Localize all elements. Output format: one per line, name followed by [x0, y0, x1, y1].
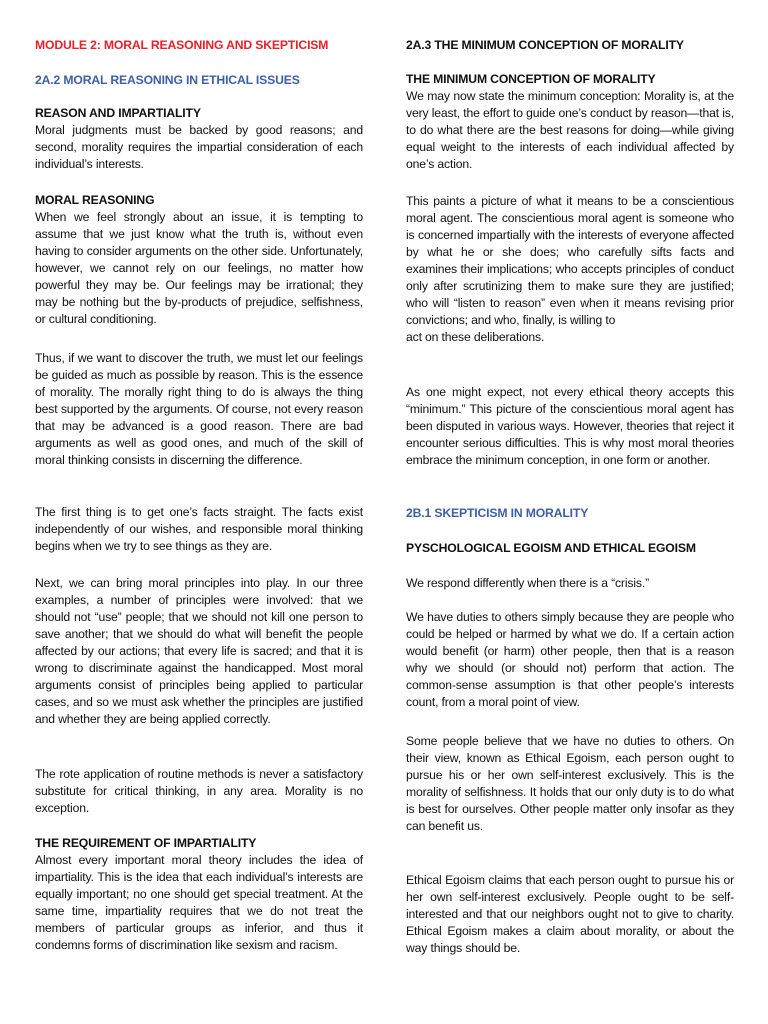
impartiality-paragraph: Almost every important moral theory includes the idea of impartiality. This is the idea that each individual’s interests are equally important; no one should get special treatment. At the same time, impartiality requires that we do not treat the members of particular groups as inferior, and thus it condemns forms of discrimination like sexism and racism. — [35, 853, 363, 952]
minimum-conception-heading: THE MINIMUM CONCEPTION OF MORALITY — [406, 72, 656, 86]
section-title-2a3: 2A.3 THE MINIMUM CONCEPTION OF MORALITY — [406, 38, 684, 52]
minimum-conception-section — [406, 71, 734, 173]
thus-paragraph: Thus, if we want to discover the truth, we must let our feelings be guided as much as possible by reason. This is the essence of morality. The morally right thing to do is always the thing best supported by the arguments. Of course, not every reason that may be advanced is a good reason. There are bad arguments as well as good ones, and much of the skill of moral thinking consists in discerning the difference. — [35, 351, 363, 467]
egoism-heading: PYSCHOLOGICAL EGOISM AND ETHICAL EGOISM — [406, 541, 696, 555]
skepticism-title: 2B.1 SKEPTICISM IN MORALITY — [406, 506, 589, 520]
reason-section — [35, 105, 363, 173]
reason-paragraph: Moral judgments must be backed by good reasons; and second, morality requires the impartial consideration of each individual’s interests. — [35, 123, 363, 171]
conscientious-paragraph-end: act on these deliberations. — [406, 330, 545, 344]
reason-heading: REASON AND IMPARTIALITY — [35, 106, 201, 120]
impartiality-section — [35, 835, 363, 954]
principles-paragraph: Next, we can bring moral principles into play. In our three examples, a number of principles were involved: that we should not “use” people; that we should not kill one person to save another; that we should do what will benefit the people affected by our actions; that every life is sacred; and that it is wrong to discriminate against the handicapped. Most moral arguments consist of principles being applied to particular cases, and so we must ask whether the principles are justified and whether they are being applied correctly. — [35, 576, 363, 726]
impartiality-heading: THE REQUIREMENT OF IMPARTIALITY — [35, 836, 257, 850]
conscientious-agent-section — [406, 193, 734, 346]
moral-reasoning-section — [35, 192, 363, 328]
minimum-conception-paragraph: We may now state the minimum conception: Morality is, at the very least, the effort to guide one’s conduct by reason—that is, to do what there are the best reasons for doing—while giving equal weight to the interests of each individual affected by one’s action. — [406, 89, 734, 171]
crisis-paragraph: We respond differently when there is a “crisis.” — [406, 576, 649, 590]
moral-reasoning-paragraph: When we feel strongly about an issue, it is tempting to assume that we just know what the truth is, without even having to consider arguments on the other side. Unfortunately, however, we cannot rely on our feelings, no matter how powerful they may be. Our feelings may be irrational; they may be nothing but the by-products of prejudice, selfishness, or cultural conditioning. — [35, 210, 363, 326]
module-title: MODULE 2: MORAL REASONING AND SKEPTICISM — [35, 38, 329, 52]
expect-paragraph: As one might expect, not every ethical theory accepts this “minimum.” This picture of the conscientious moral agent has been disputed in various ways. However, theories that reject it encounter serious difficulties. This is why most moral theories embrace the minimum conception, in one form or another. — [406, 385, 734, 467]
section-title-2a2: 2A.2 MORAL REASONING IN ETHICAL ISSUES — [35, 73, 300, 87]
duties-paragraph: We have duties to others simply because they are people who could be helped or harmed by what we do. If a certain action would benefit (or harm) other people, then that is a reason why we should (or should not) perform that action. The common-sense assumption is that other people’s interests count, from a moral point of view. — [406, 610, 734, 709]
conscientious-paragraph: This paints a picture of what it means to be a conscientious moral agent. The conscientious moral agent is someone who is concerned impartially with the interests of everyone affected by what he or she does; who carefully sifts facts and examines their implications; who accepts principles of conduct only after scrutinizing them to make sure they are justified; who will “listen to reason” even when it means revising prior convictions; and who, finally, is willing to — [406, 194, 734, 327]
no-duties-paragraph: Some people believe that we have no duties to others. On their view, known as Ethical Egoism, each person ought to pursue his or her own self-interest exclusively. This is the morality of selfishness. It holds that our only duty is to do what is best for ourselves. Other people matter only insofar as they can benefit us. — [406, 734, 734, 833]
ethical-egoism-paragraph: Ethical Egoism claims that each person ought to pursue his or her own self-interest exclusively. People ought to be self-interested and that our neighbors ought not to give to charity. Ethical Egoism makes a claim about morality, or about the way things should be. — [406, 873, 734, 955]
moral-reasoning-heading: MORAL REASONING — [35, 193, 155, 207]
facts-paragraph: The first thing is to get one’s facts straight. The facts exist independently of our wishes, and responsible moral thinking begins when we try to see things as they are. — [35, 505, 363, 553]
rote-paragraph: The rote application of routine methods is never a satisfactory substitute for critical thinking, in any area. Morality is no exception. — [35, 767, 363, 815]
